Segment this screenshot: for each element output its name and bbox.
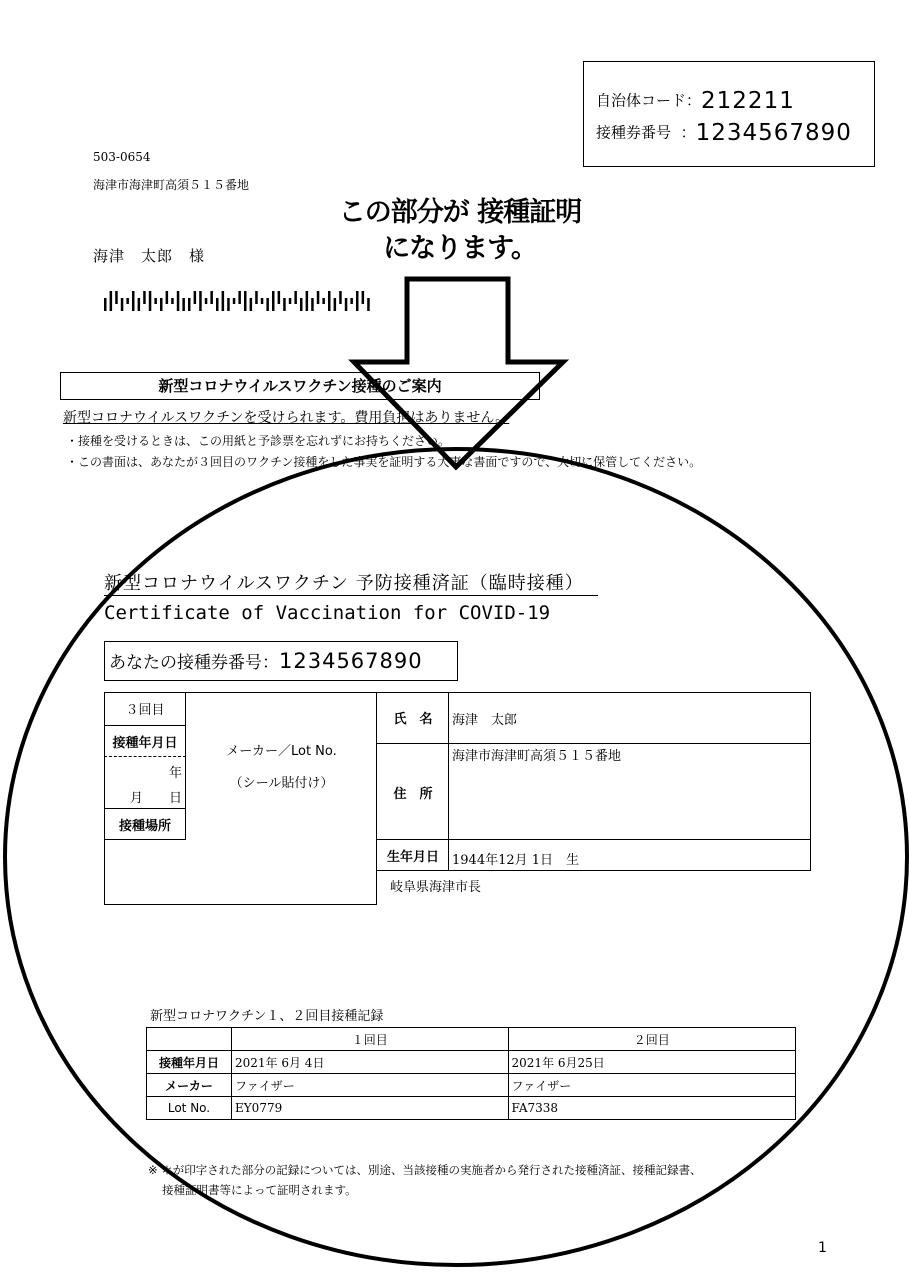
- name-value: 海津 太郎: [452, 713, 518, 728]
- callout-line-1: この部分が 接種証明: [338, 197, 582, 228]
- code-separator: ：: [686, 91, 702, 110]
- row-label-maker: メーカー: [147, 1074, 232, 1097]
- certificate-title-ja: 新型コロナウイルスワクチン 予防接種済証（臨時接種）: [104, 569, 598, 596]
- sticker-note: （シール貼付け）: [229, 776, 334, 791]
- dose2-lot: FA7338: [508, 1097, 795, 1120]
- dose1-date: 2021年 6月 4日: [232, 1051, 509, 1074]
- ticket-box-label: あなたの接種券番号：: [109, 653, 279, 673]
- municipality-code: 212211: [701, 88, 795, 114]
- footnote-line-1: ※ ＊が印字された部分の記録については、別途、当該接種の実施者から発行された接種済証、接種記録書、: [148, 1163, 702, 1177]
- dose1-maker: ファイザー: [232, 1074, 509, 1097]
- history-col-dose1: １回目: [232, 1028, 509, 1051]
- notice-title: 新型コロナウイルスワクチン接種のご案内: [60, 372, 540, 400]
- footnote-line-2: 接種証明書等によって証明されます。: [162, 1183, 357, 1197]
- history-col-dose2: ２回目: [508, 1028, 795, 1051]
- page-number: 1: [818, 1240, 827, 1256]
- dose2-date: 2021年 6月25日: [508, 1051, 795, 1074]
- address-label: 住 所: [393, 786, 433, 802]
- history-title: 新型コロナワクチン１、２回目接種記録: [150, 1009, 384, 1024]
- down-arrow-icon: [354, 279, 563, 467]
- highlight-ellipse: [5, 449, 907, 1265]
- issuer: 岐阜県海津市長: [390, 880, 482, 895]
- ticket-separator: ：: [680, 123, 696, 142]
- row-label-date: 接種年月日: [147, 1051, 232, 1074]
- municipality-code-label: 自治体コード: [596, 91, 687, 110]
- dose-label: ３回目: [104, 692, 186, 726]
- ticket-number-label: 接種券番号: [596, 123, 672, 142]
- recipient-name: 海津 太郎 様: [93, 247, 206, 265]
- notice-bullet-1: ・接種を受けるときは、この用紙と予診票を忘れずにお持ちください。: [66, 434, 451, 448]
- address-value: 海津市海津町高須５１５番地: [452, 749, 622, 764]
- callout-line-2: になります。: [383, 233, 537, 264]
- ticket-number: 1234567890: [695, 120, 852, 146]
- month-day-label: 月 日: [129, 791, 182, 806]
- name-label: 氏 名: [393, 712, 433, 727]
- ticket-box-number: 1234567890: [279, 649, 423, 673]
- dose2-maker: ファイザー: [508, 1074, 795, 1097]
- notice-subtitle: 新型コロナウイルスワクチンを受けられます。費用負担はありません。: [63, 410, 510, 426]
- mailing-address: 海津市海津町高須５１５番地: [93, 178, 250, 192]
- date-label: 接種年月日: [104, 727, 186, 757]
- row-label-lot: Lot No.: [147, 1097, 232, 1120]
- postal-code: 503-0654: [93, 150, 151, 164]
- certificate-title-en: Certificate of Vaccination for COVID-19: [104, 602, 551, 624]
- place-label: 接種場所: [104, 810, 186, 840]
- birth-label: 生年月日: [386, 850, 439, 865]
- birth-value: 1944年12月 1日 生: [452, 853, 580, 868]
- maker-lot-label: メーカー／Lot No.: [226, 744, 337, 759]
- dose1-lot: EY0779: [232, 1097, 509, 1120]
- notice-bullet-2: ・この書面は、あなたが３回目のワクチン接種をした事実を証明する大事な書面ですので、大切に保管してください。: [66, 455, 702, 469]
- year-label: 年: [168, 766, 182, 781]
